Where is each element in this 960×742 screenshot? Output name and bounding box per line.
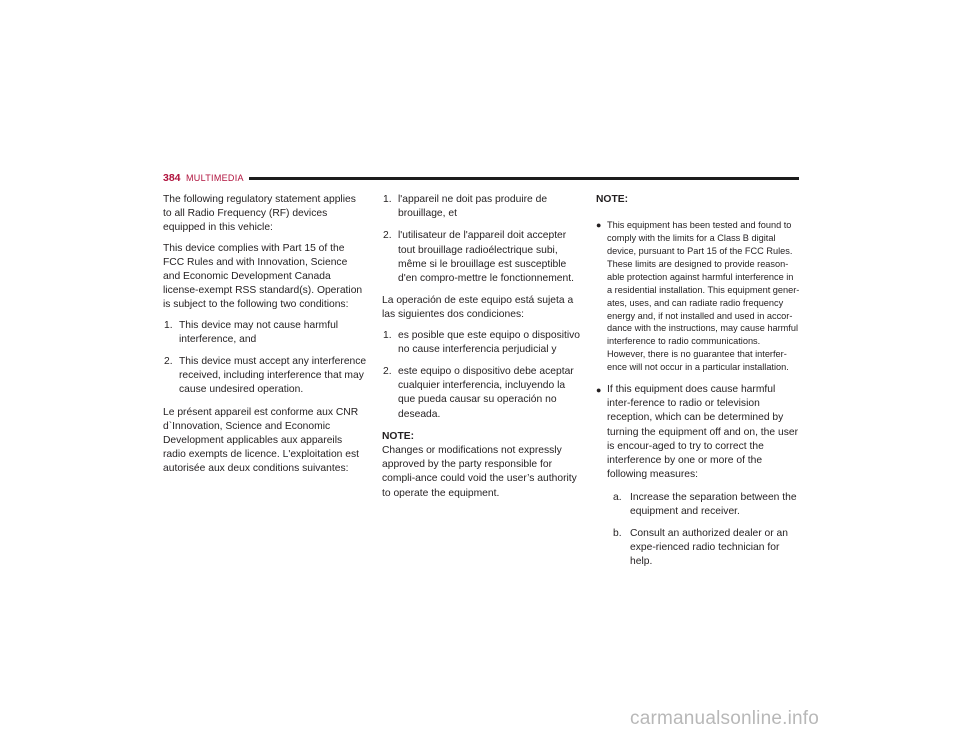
fcc-paragraph: This device complies with Part 15 of the FCC Rules and with Innovation, Science and Economic Development Canada license-exempt RSS standard(s). Operation is subject to the following two conditions: bbox=[163, 242, 363, 311]
note-label: NOTE: bbox=[596, 194, 629, 205]
page-header bbox=[163, 171, 799, 185]
list-text: This device must accept any interference received, including interference that may cause undesired operation. bbox=[179, 356, 367, 396]
middle-column bbox=[382, 193, 582, 507]
list-item bbox=[382, 365, 582, 422]
list-text: es posible que este equipo o dispositivo no cause interferencia perjudicial y bbox=[398, 329, 581, 355]
conditions-list bbox=[163, 319, 367, 398]
right-column bbox=[596, 193, 800, 579]
bullet-text: If this equipment does cause harmful inter-ference to radio or television reception, which can be determined by turning the equipment off and on, the user is encour-aged to try to correct the interference by one or more of the following measures: bbox=[607, 384, 799, 481]
note-bullets bbox=[596, 219, 800, 569]
list-number: 2. bbox=[164, 356, 173, 368]
bullet-icon: ● bbox=[596, 220, 602, 231]
list-item bbox=[163, 319, 367, 347]
page-number: 384 bbox=[163, 172, 181, 184]
watermark: carmanualsonline.info bbox=[630, 708, 820, 729]
note-text: Changes or modifications not expressly approved by the party responsible for compli-ance could void the user’s authority to operate the equipment. bbox=[382, 445, 577, 499]
bullet-text: This equipment has been tested and found to comply with the limits for a Class B digital device, pursuant to Part 15 of the FCC Rules. These limits are designed to provide reason-able protection against harmful interference in a residential installation. This equipment gener-ates, uses, and can radiate radio frequency energy and, if not installed and used in accor-dance with the instructions, may cause harmful interference to radio communications. However, there is no guarantee that interfer-ence will not occur in a particular installation. bbox=[607, 220, 800, 373]
list-text: l'appareil ne doit pas produire de brouillage, et bbox=[398, 194, 548, 220]
list-number: 1. bbox=[383, 329, 392, 341]
list-number: 1. bbox=[164, 319, 173, 331]
left-column bbox=[163, 193, 367, 483]
list-item bbox=[163, 355, 367, 398]
list-letter: a. bbox=[613, 491, 622, 503]
list-item bbox=[382, 193, 582, 221]
list-item bbox=[613, 527, 800, 570]
list-item bbox=[382, 229, 582, 286]
list-item bbox=[596, 219, 800, 374]
list-item bbox=[382, 329, 582, 357]
bullet-icon: ● bbox=[596, 385, 602, 396]
list-text: este equipo o dispositivo debe aceptar cualquier interferencia, incluyendo la que pueda causar su operación no deseada. bbox=[398, 366, 574, 420]
list-text: l'utilisateur de l'appareil doit accepter tout brouillage radioélectrique subi, même si le brouillage est susceptible d'en compro-mettre le fonctionnement. bbox=[398, 230, 574, 285]
list-text: Consult an authorized dealer or an expe-rienced radio technician for help. bbox=[630, 527, 788, 568]
measures-list bbox=[607, 491, 800, 570]
french-conditions-list bbox=[382, 193, 582, 286]
list-number: 2. bbox=[383, 230, 392, 242]
note-label: NOTE: bbox=[382, 430, 415, 442]
list-letter: b. bbox=[613, 527, 622, 539]
spanish-conditions-list bbox=[382, 329, 582, 422]
list-text: This device may not cause harmful interference, and bbox=[179, 319, 339, 345]
spanish-intro-paragraph: La operación de este equipo está sujeta a las siguientes dos condiciones: bbox=[382, 295, 574, 321]
list-item bbox=[596, 383, 800, 569]
list-text: Increase the separation between the equipment and receiver. bbox=[630, 491, 797, 517]
header-rule bbox=[249, 177, 799, 180]
list-item bbox=[613, 491, 800, 519]
list-number: 1. bbox=[383, 194, 392, 205]
intro-paragraph: The following regulatory statement applies to all Radio Frequency (RF) devices equipped in this vehicle: bbox=[163, 194, 356, 234]
section-title: MULTIMEDIA bbox=[186, 173, 244, 183]
french-intro-paragraph: Le présent appareil est conforme aux CNR d`Innovation, Science and Economic Development applicables aux appareils radio exempts de licence. L'exploitation est autorisée aux deux conditions suivantes: bbox=[163, 406, 360, 475]
list-number: 2. bbox=[383, 366, 392, 378]
